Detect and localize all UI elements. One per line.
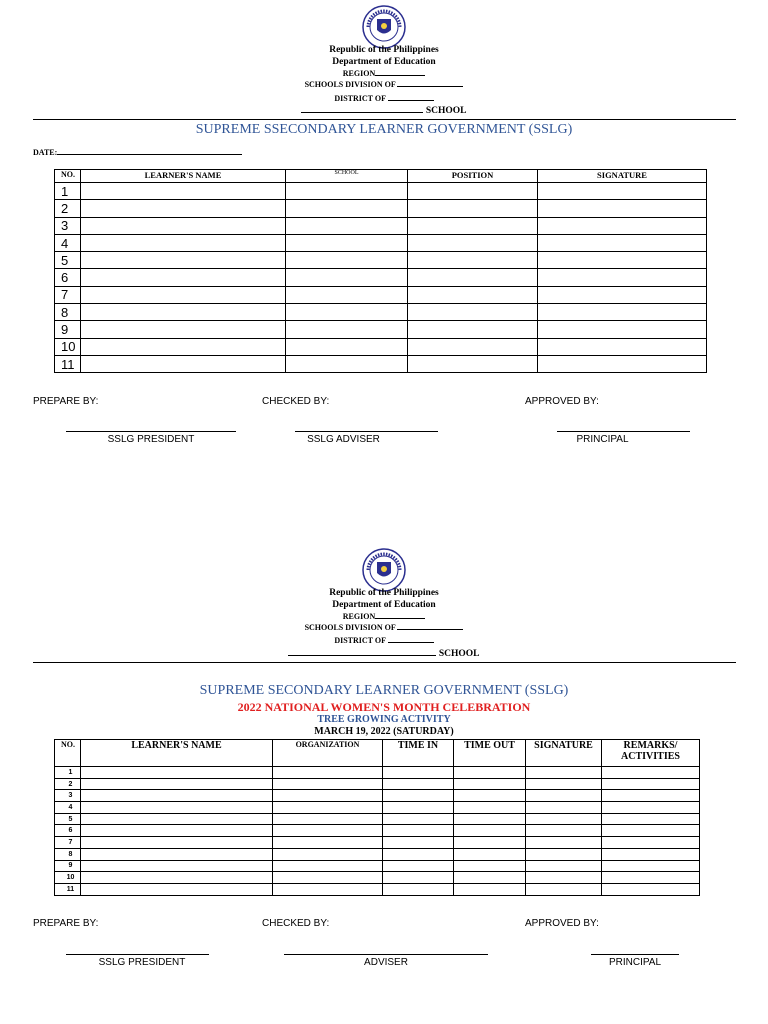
row-number: 3	[55, 790, 81, 802]
row-number: 11	[55, 355, 81, 372]
activity-title: TREE GROWING ACTIVITY	[317, 714, 451, 725]
prepared-role: SSLG PRESIDENT	[98, 957, 186, 968]
entry-cell[interactable]	[383, 825, 454, 837]
approved-signature-line	[557, 431, 690, 432]
row-number: 6	[55, 269, 81, 286]
activity-date: MARCH 19, 2022 (SATURDAY)	[314, 726, 454, 737]
header-division: SCHOOLS DIVISION OF	[0, 79, 768, 91]
table-header-row	[55, 170, 707, 183]
entry-cell[interactable]	[454, 872, 526, 884]
entry-cell[interactable]	[408, 200, 538, 217]
row-number: 8	[55, 848, 81, 860]
row-number: 8	[55, 304, 81, 321]
entry-cell[interactable]	[81, 234, 286, 251]
entry-cell[interactable]	[538, 217, 707, 234]
table-row	[55, 872, 700, 884]
entry-cell[interactable]	[81, 304, 286, 321]
entry-cell[interactable]	[408, 252, 538, 269]
entry-cell[interactable]	[81, 338, 286, 355]
row-number: 7	[55, 286, 81, 303]
entry-cell[interactable]	[454, 837, 526, 849]
entry-cell[interactable]	[408, 234, 538, 251]
header-republic: Republic of the Philippines	[329, 588, 439, 598]
col-signature: SIGNATURE	[526, 740, 602, 767]
entry-cell[interactable]	[383, 860, 454, 872]
entry-cell[interactable]	[526, 825, 602, 837]
entry-cell[interactable]	[273, 848, 383, 860]
entry-cell[interactable]	[273, 802, 383, 814]
entry-cell[interactable]	[454, 802, 526, 814]
entry-cell[interactable]	[81, 837, 273, 849]
prepared-signature-line	[66, 431, 236, 432]
entry-cell[interactable]	[538, 321, 707, 338]
row-number: 10	[55, 338, 81, 355]
date-field	[33, 148, 242, 157]
entry-cell[interactable]	[538, 252, 707, 269]
entry-cell[interactable]	[602, 883, 700, 895]
entry-cell[interactable]	[383, 837, 454, 849]
entry-cell[interactable]	[602, 848, 700, 860]
entry-cell[interactable]	[538, 304, 707, 321]
entry-cell[interactable]	[408, 183, 538, 200]
table-row	[55, 217, 707, 234]
checked-role: SSLG ADVISER	[307, 434, 380, 445]
attendance-table-1	[54, 169, 707, 373]
col-time-in: TIME IN	[383, 740, 454, 767]
entry-cell[interactable]	[383, 790, 454, 802]
table-row	[55, 252, 707, 269]
entry-cell[interactable]	[602, 767, 700, 779]
entry-cell[interactable]	[81, 252, 286, 269]
entry-cell[interactable]	[273, 860, 383, 872]
entry-cell[interactable]	[273, 825, 383, 837]
entry-cell[interactable]	[383, 848, 454, 860]
header-republic: Republic of the Philippines	[329, 45, 439, 55]
checked-by-label: CHECKED BY:	[262, 396, 330, 407]
approved-role: PRINCIPAL	[576, 434, 629, 445]
row-number: 1	[55, 183, 81, 200]
entry-cell[interactable]	[286, 286, 408, 303]
row-number: 2	[55, 778, 81, 790]
entry-cell[interactable]	[81, 269, 286, 286]
row-number: 9	[55, 321, 81, 338]
table-row	[55, 860, 700, 872]
prepared-by-label: PREPARE BY:	[33, 396, 99, 407]
entry-cell[interactable]	[81, 872, 273, 884]
table-row	[55, 338, 707, 355]
entry-cell[interactable]	[81, 286, 286, 303]
entry-cell[interactable]	[454, 825, 526, 837]
entry-cell[interactable]	[538, 286, 707, 303]
entry-cell[interactable]	[273, 883, 383, 895]
checked-by-label: CHECKED BY:	[262, 918, 330, 929]
table-row	[55, 286, 707, 303]
entry-cell[interactable]	[273, 837, 383, 849]
entry-cell[interactable]	[538, 355, 707, 372]
entry-cell[interactable]	[526, 767, 602, 779]
entry-cell[interactable]	[383, 872, 454, 884]
entry-cell[interactable]	[273, 778, 383, 790]
entry-cell[interactable]	[538, 338, 707, 355]
table-row	[55, 848, 700, 860]
table-row	[55, 269, 707, 286]
entry-cell[interactable]	[526, 790, 602, 802]
entry-cell[interactable]	[454, 860, 526, 872]
table-row	[55, 802, 700, 814]
event-title: 2022 NATIONAL WOMEN'S MONTH CELEBRATION	[237, 700, 531, 714]
entry-cell[interactable]	[526, 872, 602, 884]
entry-cell[interactable]	[286, 321, 408, 338]
entry-cell[interactable]	[454, 813, 526, 825]
entry-cell[interactable]	[526, 837, 602, 849]
row-number: 7	[55, 837, 81, 849]
entry-cell[interactable]	[538, 183, 707, 200]
entry-cell[interactable]	[454, 790, 526, 802]
entry-cell[interactable]	[286, 234, 408, 251]
header-divider	[33, 119, 736, 120]
row-number: 11	[55, 883, 81, 895]
checked-signature-line	[284, 954, 488, 955]
entry-cell[interactable]	[602, 778, 700, 790]
entry-cell[interactable]	[286, 269, 408, 286]
entry-cell[interactable]	[538, 269, 707, 286]
approved-by-label: APPROVED BY:	[525, 396, 599, 407]
entry-cell[interactable]	[383, 778, 454, 790]
row-number: 9	[55, 860, 81, 872]
entry-cell[interactable]	[81, 860, 273, 872]
prepared-by-label: PREPARE BY:	[33, 918, 99, 929]
entry-cell[interactable]	[273, 790, 383, 802]
approved-role: PRINCIPAL	[608, 957, 662, 968]
entry-cell[interactable]	[273, 767, 383, 779]
entry-cell[interactable]	[538, 234, 707, 251]
entry-cell[interactable]	[81, 355, 286, 372]
entry-cell[interactable]	[286, 217, 408, 234]
col-signature: SIGNATURE	[538, 170, 707, 183]
header-school: SCHOOL	[0, 648, 768, 660]
col-learner-name: LEARNER'S NAME	[81, 170, 286, 183]
entry-cell[interactable]	[81, 321, 286, 338]
form-1-title: SUPREME SSECONDARY LEARNER GOVERNMENT (SSLG)	[195, 122, 573, 137]
col-no: NO.	[55, 170, 81, 183]
table-row	[55, 355, 707, 372]
entry-cell[interactable]	[286, 338, 408, 355]
entry-cell[interactable]	[602, 790, 700, 802]
entry-cell[interactable]	[408, 217, 538, 234]
entry-cell[interactable]	[81, 200, 286, 217]
approved-signature-line	[591, 954, 679, 955]
prepared-signature-line	[66, 954, 209, 955]
table-header-row	[55, 740, 700, 767]
table-row	[55, 837, 700, 849]
prepared-role: SSLG PRESIDENT	[107, 434, 195, 445]
entry-cell[interactable]	[408, 269, 538, 286]
entry-cell[interactable]	[408, 321, 538, 338]
table-row	[55, 304, 707, 321]
col-time-out: TIME OUT	[454, 740, 526, 767]
entry-cell[interactable]	[81, 813, 273, 825]
entry-cell[interactable]	[602, 872, 700, 884]
entry-cell[interactable]	[81, 825, 273, 837]
entry-cell[interactable]	[526, 883, 602, 895]
table-row	[55, 825, 700, 837]
approved-by-label: APPROVED BY:	[525, 918, 599, 929]
table-row	[55, 790, 700, 802]
entry-cell[interactable]	[602, 825, 700, 837]
header-department: Department of Education	[332, 57, 436, 67]
entry-cell[interactable]	[408, 286, 538, 303]
header-district: DISTRICT OF	[0, 93, 768, 105]
entry-cell[interactable]	[286, 355, 408, 372]
row-number: 2	[55, 200, 81, 217]
row-number: 6	[55, 825, 81, 837]
entry-cell[interactable]	[408, 338, 538, 355]
entry-cell[interactable]	[286, 200, 408, 217]
header-school: SCHOOL	[0, 105, 768, 117]
entry-cell[interactable]	[81, 183, 286, 200]
entry-cell[interactable]	[526, 848, 602, 860]
checked-signature-line	[295, 431, 438, 432]
entry-cell[interactable]	[81, 848, 273, 860]
header-department: Department of Education	[332, 600, 436, 610]
header-region: REGION	[0, 68, 768, 80]
form-2-title: SUPREME SECONDARY LEARNER GOVERNMENT (SSLG)	[199, 683, 569, 698]
deped-seal-icon	[362, 548, 406, 592]
entry-cell[interactable]	[526, 802, 602, 814]
entry-cell[interactable]	[273, 872, 383, 884]
row-number: 3	[55, 217, 81, 234]
header-division: SCHOOLS DIVISION OF	[0, 622, 768, 634]
entry-cell[interactable]	[454, 778, 526, 790]
entry-cell[interactable]	[81, 778, 273, 790]
entry-cell[interactable]	[81, 790, 273, 802]
col-learner-name: LEARNER'S NAME	[81, 740, 273, 767]
attendance-table-2	[54, 739, 700, 896]
entry-cell[interactable]	[454, 767, 526, 779]
row-number: 5	[55, 252, 81, 269]
entry-cell[interactable]	[408, 355, 538, 372]
row-number: 4	[55, 234, 81, 251]
entry-cell[interactable]	[81, 802, 273, 814]
entry-cell[interactable]	[526, 860, 602, 872]
header-divider	[33, 662, 736, 663]
row-number: 1	[55, 767, 81, 779]
entry-cell[interactable]	[602, 813, 700, 825]
entry-cell[interactable]	[454, 848, 526, 860]
entry-cell[interactable]	[602, 860, 700, 872]
table-row	[55, 183, 707, 200]
header-district: DISTRICT OF	[0, 635, 768, 647]
entry-cell[interactable]	[383, 883, 454, 895]
date-label: DATE:	[33, 148, 58, 157]
entry-cell[interactable]	[273, 813, 383, 825]
table-row	[55, 883, 700, 895]
col-school: SCHOOL	[286, 170, 408, 183]
table-row	[55, 234, 707, 251]
table-row	[55, 321, 707, 338]
entry-cell[interactable]	[526, 778, 602, 790]
table-row	[55, 778, 700, 790]
entry-cell[interactable]	[526, 813, 602, 825]
entry-cell[interactable]	[286, 183, 408, 200]
entry-cell[interactable]	[81, 767, 273, 779]
row-number: 5	[55, 813, 81, 825]
checked-role: ADVISER	[364, 957, 408, 968]
col-remarks: REMARKS/ ACTIVITIES	[602, 740, 700, 767]
entry-cell[interactable]	[602, 837, 700, 849]
row-number: 10	[55, 872, 81, 884]
table-row	[55, 767, 700, 779]
row-number: 4	[55, 802, 81, 814]
entry-cell[interactable]	[81, 217, 286, 234]
entry-cell[interactable]	[454, 883, 526, 895]
entry-cell[interactable]	[408, 304, 538, 321]
date-input-line	[57, 154, 242, 155]
col-no: NO.	[55, 740, 81, 767]
header-region: REGION	[0, 611, 768, 623]
table-row	[55, 813, 700, 825]
col-organization: ORGANIZATION	[273, 740, 383, 767]
entry-cell[interactable]	[81, 883, 273, 895]
entry-cell[interactable]	[602, 802, 700, 814]
entry-cell[interactable]	[538, 200, 707, 217]
entry-cell[interactable]	[286, 252, 408, 269]
deped-seal-icon	[362, 5, 406, 49]
entry-cell[interactable]	[383, 802, 454, 814]
col-position: POSITION	[408, 170, 538, 183]
entry-cell[interactable]	[383, 813, 454, 825]
entry-cell[interactable]	[286, 304, 408, 321]
table-row	[55, 200, 707, 217]
entry-cell[interactable]	[383, 767, 454, 779]
